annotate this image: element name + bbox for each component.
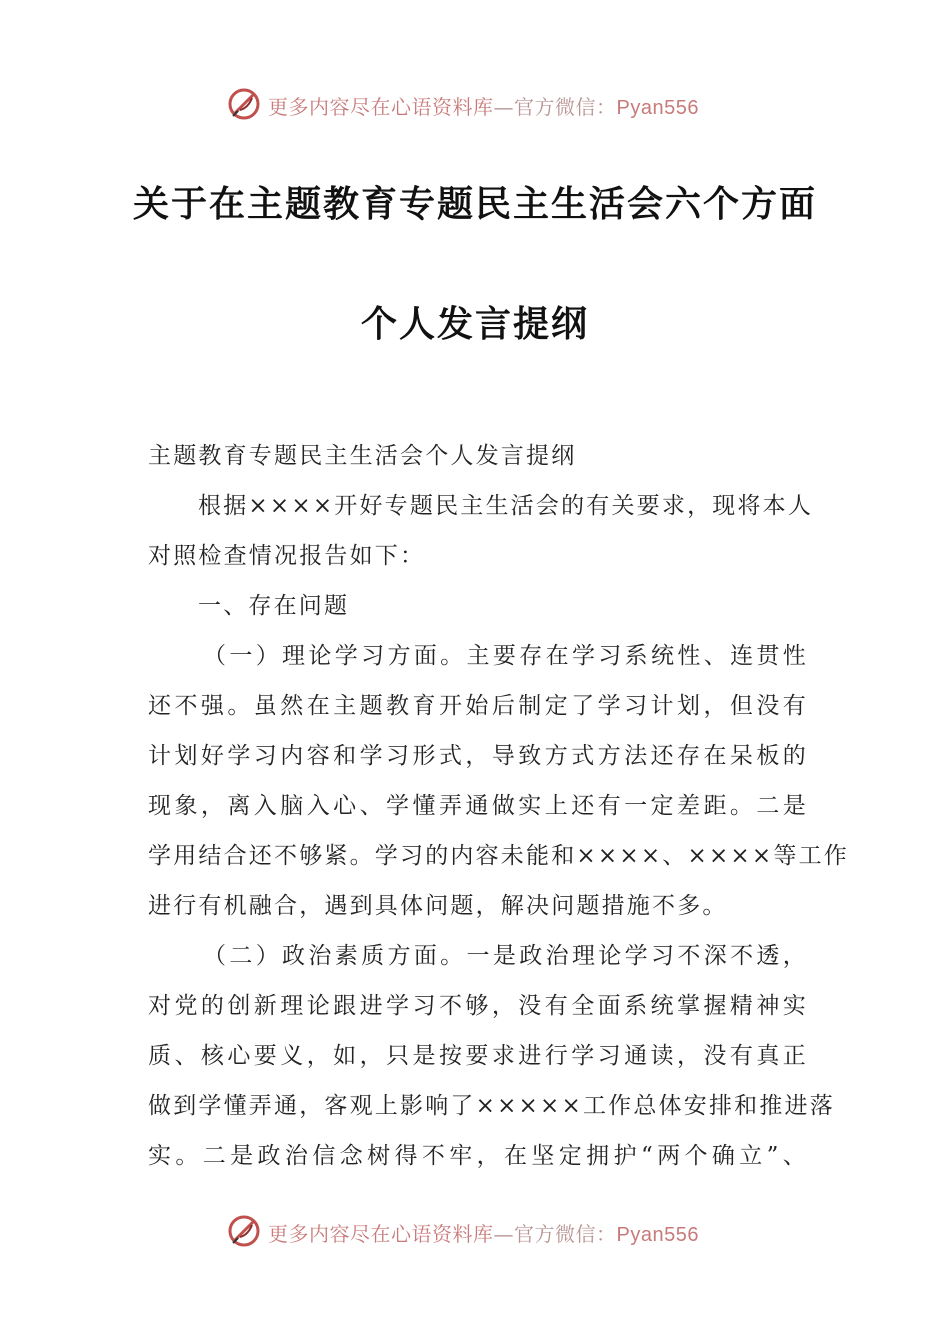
document-title-line-1: 关于在主题教育专题民主生活会六个方面 (132, 184, 817, 225)
body-line: 质、核心要义，如，只是按要求进行学习通读，没有真正 (148, 1043, 808, 1069)
watermark-main: 更多内容尽在心语资料库 (268, 95, 494, 119)
body-line: 计划好学习内容和学习形式，导致方式方法还存在呆板的 (148, 743, 808, 769)
body-line: 做到学懂弄通，客观上影响了×××××工作总体安排和推进落 (148, 1093, 835, 1119)
quill-logo-icon (226, 86, 262, 122)
body-line: 学用结合还不够紧。学习的内容未能和××××、××××等工作 (148, 843, 849, 869)
body-line: （一）理论学习方面。主要存在学习系统性、连贯性 (203, 643, 808, 669)
document-title-line-2: 个人发言提纲 (360, 304, 589, 345)
watermark-wechat-id: Pyan556 (616, 1224, 699, 1246)
subtitle-line: 主题教育专题民主生活会个人发言提纲 (148, 443, 577, 469)
body-line: 还不强。虽然在主题教育开始后制定了学习计划，但没有 (148, 693, 808, 719)
body-line: （二）政治素质方面。一是政治理论学习不深不透， (203, 943, 808, 969)
watermark-dash: — (493, 95, 514, 119)
watermark-text (268, 1218, 699, 1247)
watermark-wechat-label: 官方微信： (514, 95, 617, 119)
watermark-dash: — (493, 1222, 514, 1246)
body-line: 对党的创新理论跟进学习不够，没有全面系统掌握精神实 (148, 993, 808, 1019)
body-line: 根据××××开好专题民主生活会的有关要求，现将本人 (198, 493, 814, 519)
body-line: 实。二是政治信念树得不牢，在坚定拥护“两个确立”、 (148, 1143, 808, 1169)
watermark-text (268, 91, 699, 120)
footer-watermark (0, 1211, 950, 1251)
watermark-wechat-label: 官方微信： (514, 1222, 617, 1246)
body-line: 对照检查情况报告如下： (148, 543, 426, 569)
quill-logo-icon (226, 1213, 262, 1249)
header-watermark (0, 84, 950, 124)
watermark-wechat-id: Pyan556 (616, 97, 699, 119)
section-heading: 一、存在问题 (198, 593, 350, 619)
body-line: 进行有机融合，遇到具体问题，解决问题措施不多。 (148, 893, 728, 919)
watermark-main: 更多内容尽在心语资料库 (268, 1222, 494, 1246)
body-line: 现象，离入脑入心、学懂弄通做实上还有一定差距。二是 (148, 793, 808, 819)
